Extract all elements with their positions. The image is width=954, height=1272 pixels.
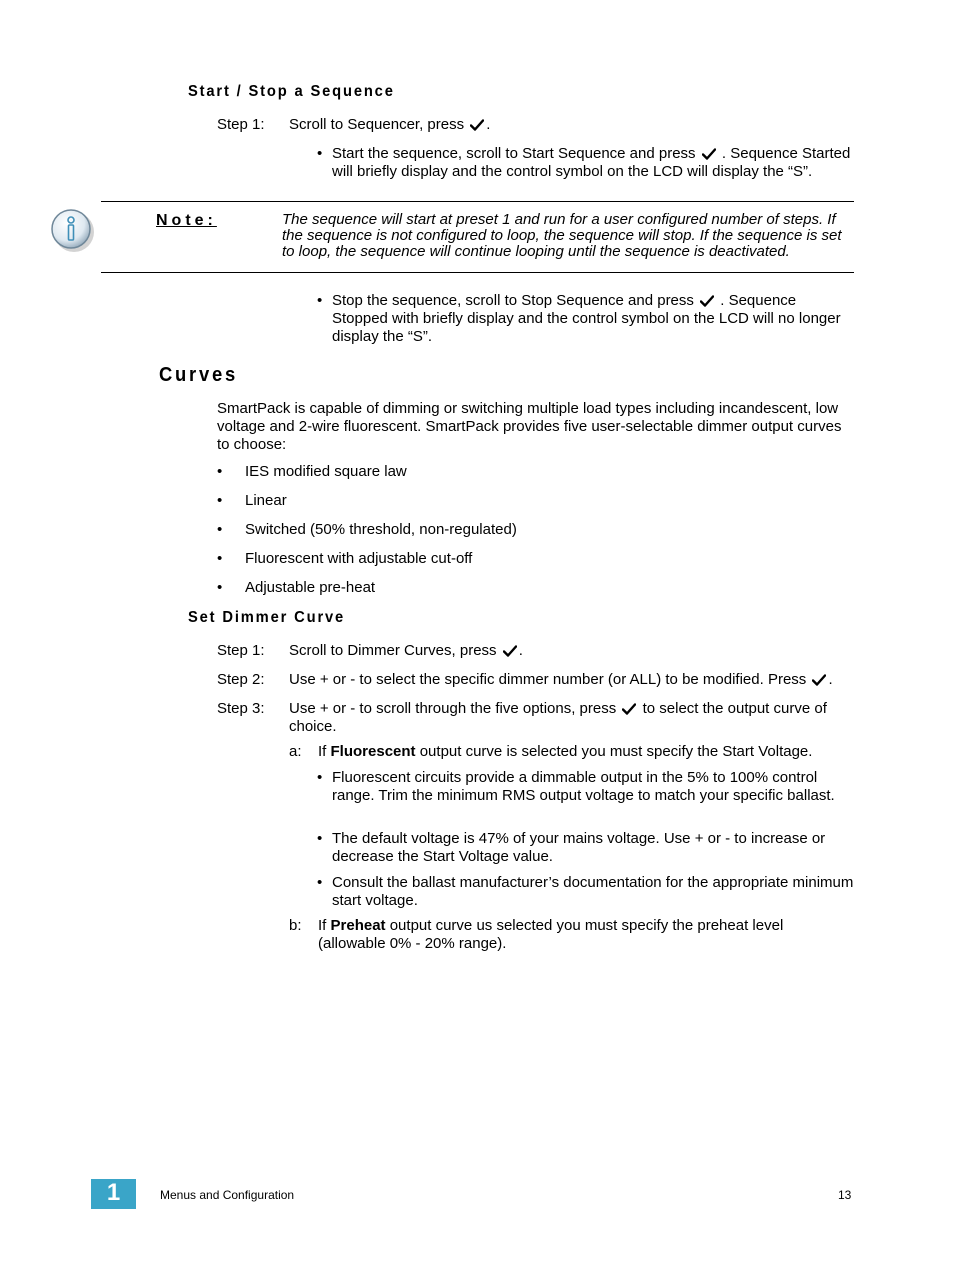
step-label: Step 2: <box>217 671 265 688</box>
step-label: Step 1: <box>217 642 265 659</box>
list-item-text: Stop the sequence, scroll to Stop Sequence and press <box>332 292 694 309</box>
check-icon <box>702 148 716 160</box>
section-heading-start-stop: Start / Stop a Sequence <box>188 83 395 100</box>
list-item-text: . Sequence Stopped with briefly display and the control symbol on the LCD will no longer display the “S”. <box>332 292 841 345</box>
section-heading-curves: Curves <box>159 364 238 386</box>
step-text <box>289 700 854 736</box>
list-item: Fluorescent circuits provide a dimmable output in the 5% to 100% control range. Trim the minimum RMS output voltage to match your specific ballast. <box>332 769 835 804</box>
note-bottom-rule <box>101 272 854 273</box>
list-item <box>332 292 854 346</box>
step-label: Step 1: <box>217 116 265 133</box>
substep-text <box>318 743 858 761</box>
step-text-tail: . <box>518 642 523 659</box>
info-icon <box>49 207 97 255</box>
substep-emphasis: Preheat <box>330 917 386 934</box>
step-text <box>289 642 854 660</box>
bullet-marker: • <box>217 463 223 480</box>
page-number: 13 <box>838 1188 852 1202</box>
bullet-marker: • <box>217 492 223 509</box>
footer-title: Menus and Configuration <box>160 1188 295 1202</box>
bullet-marker: • <box>317 145 323 162</box>
substep-text-content: output curve is selected you must specify the Start Voltage. <box>419 743 813 760</box>
check-icon <box>470 119 484 131</box>
note-top-rule <box>101 201 854 202</box>
substep-label: a: <box>289 743 302 760</box>
list-item-text: . Sequence Started will briefly display and the control symbol on the LCD will display the “S”. <box>332 145 851 180</box>
substep-text-content: output curve us selected you must specify the preheat level (allowable 0% - 20% range). <box>318 917 784 952</box>
bullet-marker: • <box>217 550 223 567</box>
step-text-content: Scroll to Dimmer Curves, press <box>289 642 497 659</box>
substep-text-content: If <box>318 743 327 760</box>
list-item: Linear <box>245 492 287 509</box>
check-icon <box>700 295 714 307</box>
step-text <box>289 116 854 134</box>
section-heading-set-dimmer: Set Dimmer Curve <box>188 609 346 626</box>
substep-label: b: <box>289 917 302 934</box>
list-item: The default voltage is 47% of your mains voltage. Use + or - to increase or decrease the Start Voltage value. <box>332 830 826 865</box>
list-item: Adjustable pre-heat <box>245 579 376 596</box>
substep-text-content: If <box>318 917 327 934</box>
step-label: Step 3: <box>217 700 265 717</box>
list-item: Fluorescent with adjustable cut-off <box>245 550 473 567</box>
bullet-marker: • <box>317 830 323 847</box>
bullet-marker: • <box>217 579 223 596</box>
substep-emphasis: Fluorescent <box>330 743 416 760</box>
bullet-marker: • <box>317 874 323 891</box>
step-text-content: to select the output curve of choice. <box>289 700 827 735</box>
step-text <box>289 671 859 689</box>
bullet-marker: • <box>317 292 323 309</box>
chapter-number-badge: 1 <box>91 1179 136 1209</box>
check-icon <box>622 703 636 715</box>
step-text-tail: . <box>828 671 833 688</box>
note-text: The sequence will start at preset 1 and run for a user configured number of steps. If the sequence is not configured to loop, the sequence will stop. If the sequence is set to loop, the sequence will continue looping until the sequence is deactivated. <box>282 211 842 260</box>
list-item: Switched (50% threshold, non-regulated) <box>245 521 517 538</box>
check-icon <box>812 674 826 686</box>
step-text-content: Use + or - to select the specific dimmer number (or ALL) to be modified. Press <box>289 671 807 688</box>
bullet-marker: • <box>217 521 223 538</box>
list-item: Consult the ballast manufacturer’s documentation for the appropriate minimum start voltage. <box>332 874 854 909</box>
step-text-content: Scroll to Sequencer, press <box>289 116 465 133</box>
substep-text <box>318 917 838 953</box>
list-item-text: Start the sequence, scroll to Start Sequence and press <box>332 145 696 162</box>
list-item: IES modified square law <box>245 463 407 480</box>
bullet-marker: • <box>317 769 323 786</box>
curves-intro: SmartPack is capable of dimming or switching multiple load types including incandescent, low voltage and 2-wire fluorescent. SmartPack provides five user-selectable dimmer output curves to choose: <box>217 400 842 453</box>
check-icon <box>503 645 517 657</box>
step-text-tail: . <box>486 116 491 133</box>
step-text-content: Use + or - to scroll through the five options, press <box>289 700 617 717</box>
note-label: Note: <box>156 212 217 229</box>
list-item <box>332 145 854 181</box>
